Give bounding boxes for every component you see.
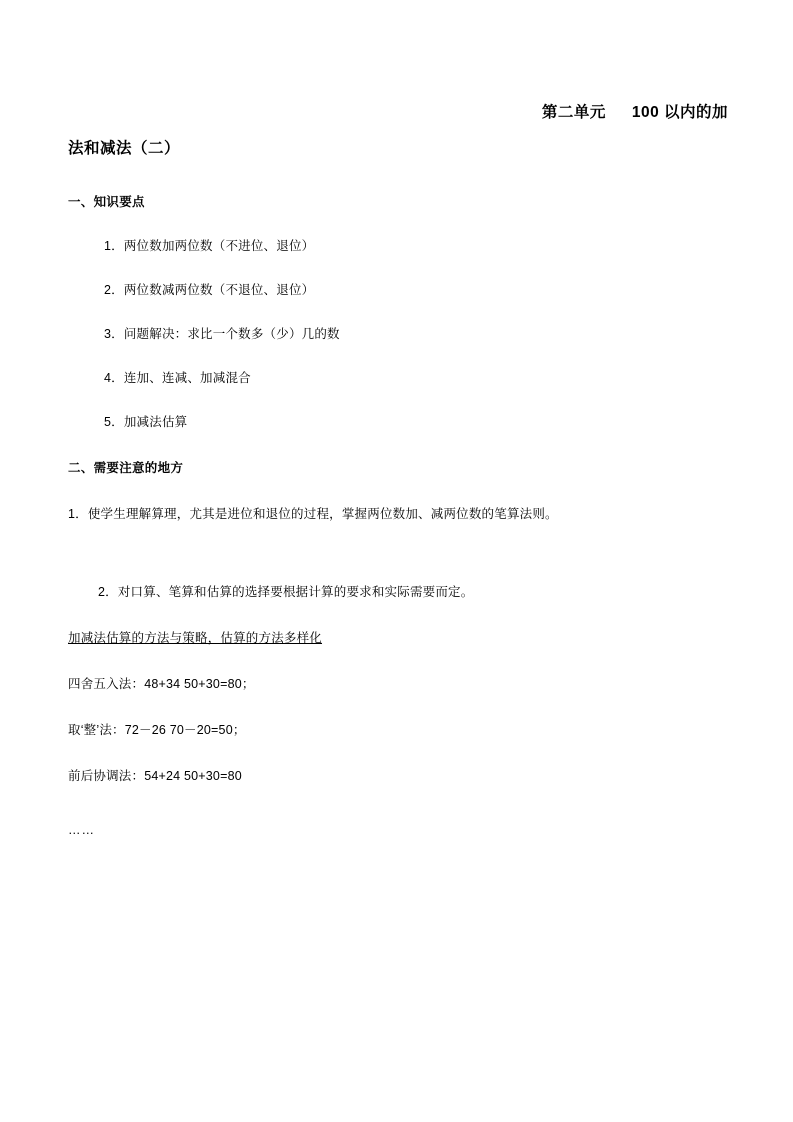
page-title-unit: 第二单元 bbox=[541, 104, 606, 121]
list-item: 5．加减法估算 bbox=[104, 415, 188, 429]
strategy-heading bbox=[68, 628, 728, 648]
list-item: 4．连加、连减、加减混合 bbox=[104, 371, 251, 385]
strategy-line: 四舍五入法：48+34 50+30=80； bbox=[68, 677, 255, 691]
list-item: 1．两位数加两位数（不进位、退位） bbox=[104, 239, 315, 253]
list-item: 3．问题解决：求比一个数多（少）几的数 bbox=[104, 327, 340, 341]
note-paragraph-1: 1．使学生理解算理，尤其是进位和退位的过程，掌握两位数加、减两位数的笔算法则。 bbox=[68, 507, 558, 521]
ellipsis-text: …… bbox=[68, 823, 95, 837]
page-title bbox=[68, 96, 728, 130]
strategy-line: 取‘整’法：72－26 70－20=50； bbox=[68, 723, 246, 737]
strategy-heading-text: 加减法估算的方法与策略，估算的方法多样化 bbox=[68, 631, 323, 645]
list-item: 2．两位数减两位数（不退位、退位） bbox=[104, 283, 315, 297]
document-body bbox=[68, 96, 728, 840]
page-title-topic: 100 以内的加 bbox=[631, 104, 728, 121]
section-heading-notes: 二、需要注意的地方 bbox=[68, 461, 184, 475]
section-heading-knowledge-points: 一、知识要点 bbox=[68, 195, 145, 209]
page-title-line2: 法和减法（二） bbox=[68, 140, 181, 157]
note-paragraph-2: 2．对口算、笔算和估算的选择要根据计算的要求和实际需要而定。 bbox=[98, 585, 474, 599]
strategy-line: 前后协调法：54+24 50+30=80 bbox=[68, 769, 242, 783]
